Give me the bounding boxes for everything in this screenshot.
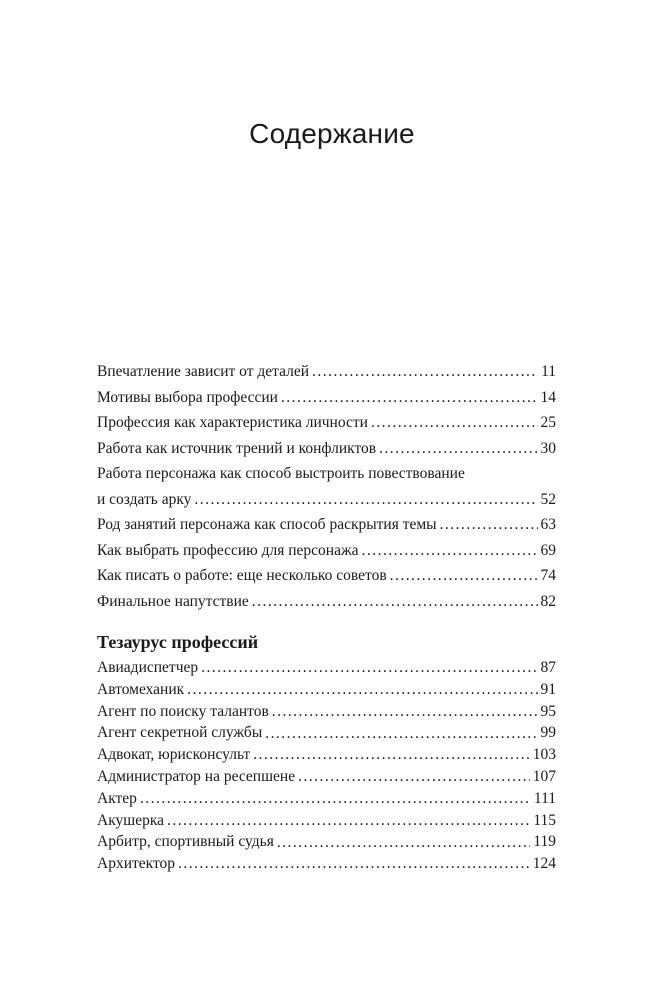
toc-entry[interactable] xyxy=(97,436,556,462)
thesaurus-entry-page: 124 xyxy=(532,855,556,873)
thesaurus-entry-page: 87 xyxy=(540,659,556,676)
thesaurus-entry-page: 115 xyxy=(533,811,556,829)
toc-entry[interactable] xyxy=(97,359,556,385)
thesaurus-entry-title: Автомеханик xyxy=(97,680,185,698)
thesaurus-entry-page: 91 xyxy=(540,680,556,698)
thesaurus-entry-page: 107 xyxy=(532,767,556,785)
dot-leader xyxy=(440,517,538,533)
toc-entry-title: Профессия как характеристика личности xyxy=(97,414,368,431)
thesaurus-entry-title: Агент по поиску талантов xyxy=(97,702,269,720)
toc-entry-page: 30 xyxy=(540,439,556,457)
page-title: Содержание xyxy=(249,118,415,149)
thesaurus-entry-title: Арбитр, спортивный судья xyxy=(97,833,274,851)
thesaurus-entry[interactable] xyxy=(97,853,556,875)
thesaurus-entry-title: Администратор на ресепшене xyxy=(97,767,296,785)
toc-entry-title: Род занятий персонажа как способ раскрытия темы xyxy=(97,516,437,533)
dot-leader xyxy=(201,660,537,676)
dot-leader xyxy=(187,682,537,698)
toc-entry[interactable] xyxy=(97,461,556,512)
thesaurus-entry[interactable] xyxy=(97,810,556,832)
toc-entry-page: 52 xyxy=(540,490,556,508)
thesaurus-entry-page: 103 xyxy=(532,746,556,764)
toc-entry-title: Мотивы выбора профессии xyxy=(97,388,278,406)
dot-leader xyxy=(298,769,530,785)
toc-entry-title: Финальное напутствие xyxy=(97,592,249,610)
dot-leader xyxy=(194,492,537,508)
thesaurus-entry-page: 111 xyxy=(533,789,556,807)
toc-entry-page: 25 xyxy=(540,414,556,431)
thesaurus-entry-page: 99 xyxy=(540,724,556,742)
dot-leader xyxy=(371,415,538,431)
toc-entry-page: 14 xyxy=(540,388,556,406)
toc-entry[interactable] xyxy=(97,589,556,615)
toc-entry-title: Как выбрать профессию для персонажа xyxy=(97,541,359,559)
dot-leader xyxy=(253,747,530,763)
thesaurus-entry-title: Акушерка xyxy=(97,811,164,829)
thesaurus-entry-title: Адвокат, юрисконсульт xyxy=(97,746,251,764)
dot-leader xyxy=(178,856,530,872)
section-heading: Тезаурус профессий xyxy=(97,632,259,652)
toc-entry-page: 74 xyxy=(540,567,556,584)
thesaurus-entry[interactable] xyxy=(97,722,556,744)
dot-leader xyxy=(277,835,530,851)
toc-entry-page: 63 xyxy=(540,516,556,533)
dot-leader xyxy=(265,726,537,742)
toc-entry-title: Работа как источник трений и конфликтов xyxy=(97,439,377,457)
toc-entry[interactable] xyxy=(97,538,556,564)
toc-entry-page: 69 xyxy=(540,541,556,559)
thesaurus-entry-title: Актер xyxy=(97,789,137,807)
toc-entry[interactable] xyxy=(97,512,556,538)
thesaurus-entry[interactable] xyxy=(97,744,556,766)
thesaurus-entry[interactable] xyxy=(97,766,556,788)
dot-leader xyxy=(272,704,538,720)
dot-leader xyxy=(379,441,537,457)
toc-entry-page: 11 xyxy=(541,363,556,380)
thesaurus-list xyxy=(97,657,556,875)
thesaurus-entry[interactable] xyxy=(97,788,556,810)
dot-leader xyxy=(390,568,538,584)
thesaurus-entry[interactable] xyxy=(97,679,556,701)
toc-entry-title: Работа персонажа как способ выстроить повествование xyxy=(97,465,465,482)
toc-entry[interactable] xyxy=(97,563,556,589)
dot-leader xyxy=(362,543,538,559)
table-of-contents xyxy=(97,359,556,614)
toc-entry-title: Как писать о работе: еще несколько советов xyxy=(97,567,387,584)
dot-leader xyxy=(312,364,538,380)
thesaurus-entry-title: Агент секретной службы xyxy=(97,724,263,742)
thesaurus-entry-title: Авиадиспетчер xyxy=(97,659,199,676)
thesaurus-entry-page: 119 xyxy=(533,833,556,851)
toc-entry-title: Впечатление зависит от деталей xyxy=(97,363,310,380)
thesaurus-entry-page: 95 xyxy=(540,702,556,720)
dot-leader xyxy=(252,594,538,610)
dot-leader xyxy=(167,813,530,829)
thesaurus-entry[interactable] xyxy=(97,701,556,723)
toc-entry[interactable] xyxy=(97,410,556,436)
dot-leader xyxy=(140,791,531,807)
thesaurus-entry[interactable] xyxy=(97,831,556,853)
dot-leader xyxy=(281,390,538,406)
thesaurus-entry[interactable] xyxy=(97,657,556,679)
thesaurus-entry-title: Архитектор xyxy=(97,855,176,873)
toc-entry-title-continued: и создать арку xyxy=(97,490,192,508)
toc-entry[interactable] xyxy=(97,385,556,411)
toc-entry-page: 82 xyxy=(540,592,556,610)
